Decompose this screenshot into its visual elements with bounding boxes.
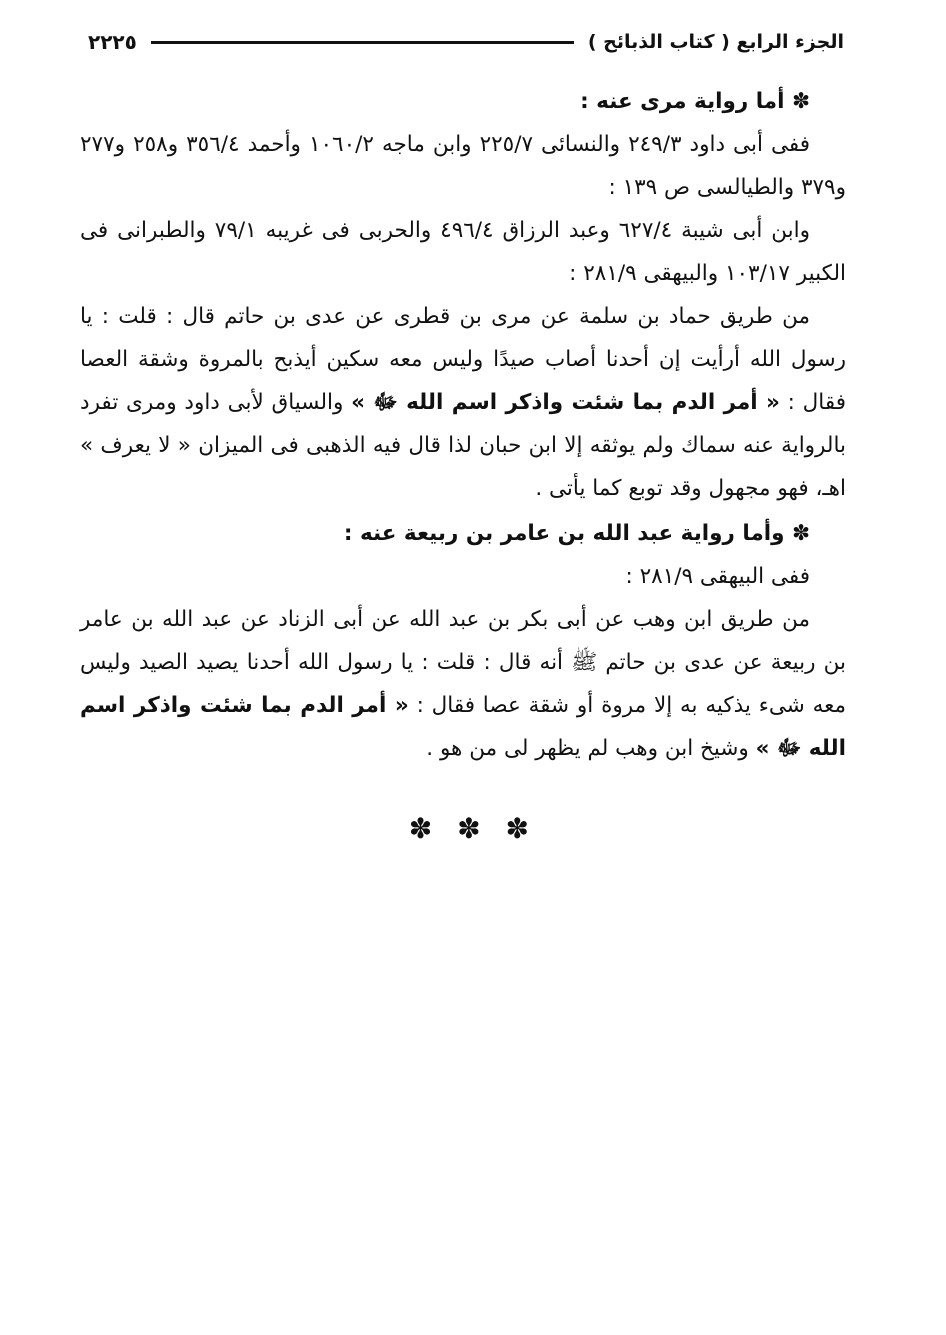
body-text	[80, 80, 846, 770]
running-title: الجزء الرابع ( كتاب الذبائح )	[587, 31, 844, 53]
section-heading-abdullah: ✽ وأما رواية عبد الله بن عامر بن ربيعة عنه :	[343, 521, 810, 546]
narration-commentary: وشيخ ابن وهب لم يظهر لى من هو .	[426, 736, 756, 761]
section-heading-marri: ✽ أما رواية مرى عنه :	[580, 89, 810, 114]
narration-commentary: والسياق لأبى داود ومرى تفرد بالرواية عنه سماك ولم يوثقه إلا ابن حبان لذا قال فيه الذهبى فى الميزان « لا يعرف » اهـ، فهو مجهول وقد توبع كما يأتى .	[80, 390, 846, 501]
narration-text: من طريق ابن وهب عن أبى بكر بن عبد الله عن أبى الزناد عن عبد الله بن عامر بن ربيعة عن عدى بن حاتم ﷺ أنه قال : قلت : يا رسول الله أحدنا يصيد الصيد وليس معه شىء يذكيه به إلا مروة أو شقة عصا فقال :	[80, 607, 847, 718]
header-rule	[151, 41, 574, 44]
running-header	[88, 22, 844, 62]
hadith-quote: « أمر الدم بما شئت واذكر اسم الله ﷻ »	[80, 693, 846, 761]
page-number: ٢٢٢٥	[88, 30, 137, 54]
hadith-quote: « أمر الدم بما شئت واذكر اسم الله ﷻ »	[351, 390, 780, 415]
narration-paragraph	[80, 295, 846, 510]
source-paragraph: ففى أبى داود ٢٤٩/٣ والنسائى ٢٢٥/٧ وابن ماجه ١٠٦٠/٢ وأحمد ٣٥٦/٤ و٢٥٨ و٢٧٧ و٣٧٩ والطيالسى ص ١٣٩ :	[80, 132, 846, 200]
source-line: ففى البيهقى ٢٨١/٩ :	[625, 564, 810, 589]
end-ornament: ✽ ✽ ✽	[408, 812, 538, 845]
narration-text: من طريق حماد بن سلمة عن مرى بن قطرى عن عدى بن حاتم قال : قلت : يا رسول الله أرأيت إن أحدنا أصاب صيدًا وليس معه سكين أيذبح بالمروة وشقة العصا فقال :	[80, 304, 846, 415]
source-paragraph: وابن أبى شيبة ٦٢٧/٤ وعبد الرزاق ٤٩٦/٤ والحربى فى غريبه ٧٩/١ والطبرانى فى الكبير ١٠٣/١٧ والبيهقى ٢٨١/٩ :	[80, 218, 846, 286]
narration-paragraph	[80, 598, 846, 770]
